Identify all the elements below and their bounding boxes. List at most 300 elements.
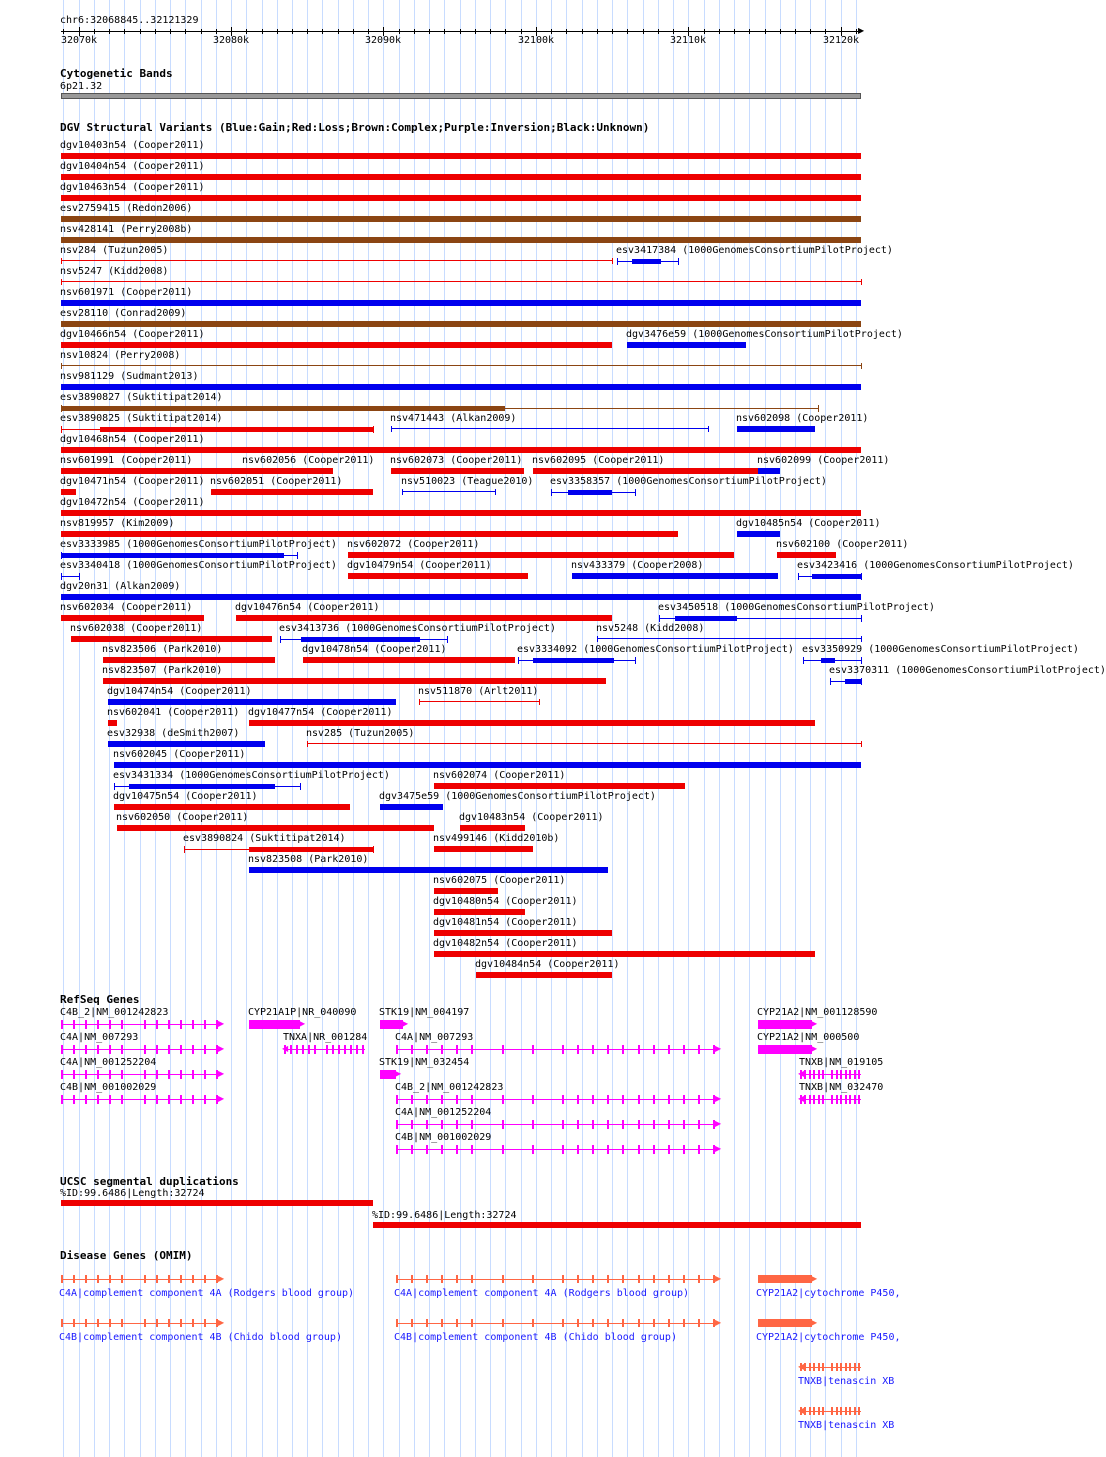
refseq-gene-exon (607, 1120, 609, 1129)
strand-arrow-icon: ▶ (218, 1069, 225, 1078)
refseq-gene-exon (192, 1045, 194, 1054)
strand-arrow-icon: ▶ (218, 1044, 225, 1053)
sv-feature-end (861, 363, 862, 369)
omim-gene-exon (653, 1319, 655, 1327)
refseq-gene-exon (840, 1070, 842, 1079)
refseq-gene-exon (156, 1020, 158, 1029)
omim-gene-label: C4A|complement component 4A (Rodgers blood group) (394, 1288, 690, 1299)
omim-gene-exon (61, 1319, 63, 1327)
ruler-tick (201, 29, 202, 34)
omim-gene-exon (471, 1319, 473, 1327)
sv-feature-end (861, 615, 862, 622)
refseq-gene-exon (109, 1020, 111, 1029)
sv-feature-bar (627, 342, 746, 348)
sv-feature-line (61, 576, 79, 577)
refseq-gene-exon (426, 1045, 428, 1054)
omim-gene-exon (854, 1363, 856, 1371)
sv-feature-label: esv2759415 (Redon2006) (60, 203, 193, 214)
refseq-gene-exon (296, 1045, 298, 1054)
sv-feature-bar (533, 468, 761, 474)
ruler-tick-label: 32120k (822, 35, 860, 46)
refseq-gene-exon (836, 1070, 838, 1079)
ruler-tick (521, 29, 522, 34)
refseq-gene-exon (607, 1145, 609, 1154)
sv-feature-block (61, 406, 505, 411)
sv-feature-line (419, 701, 539, 702)
refseq-gene-exon (638, 1145, 640, 1154)
refseq-gene-exon (456, 1045, 458, 1054)
sv-feature-bar (117, 825, 434, 831)
sv-feature-block (301, 637, 420, 642)
refseq-gene-exon (607, 1045, 609, 1054)
refseq-gene-exon (845, 1095, 847, 1104)
sv-feature-bar (108, 741, 265, 747)
sv-feature-label: nsv602045 (Cooper2011) (113, 749, 246, 760)
refseq-gene-exon (668, 1120, 670, 1129)
refseq-gene-exon (622, 1120, 624, 1129)
refseq-gene-exon (854, 1095, 856, 1104)
sv-feature-bar (61, 489, 76, 495)
omim-gene-exon (144, 1319, 146, 1327)
sv-feature-label: dgv3476e59 (1000GenomesConsortiumPilotProject) (626, 329, 903, 340)
sv-feature-line (391, 428, 708, 429)
refseq-gene-exon (168, 1045, 170, 1054)
refseq-gene-exon (290, 1045, 292, 1054)
sv-feature-bar (61, 594, 861, 600)
refseq-gene-exon (396, 1120, 398, 1129)
refseq-gene-exon (73, 1020, 75, 1029)
sv-feature-bar (303, 657, 515, 663)
sv-feature-label: dgv10404n54 (Cooper2011) (60, 161, 205, 172)
sv-feature-end (61, 363, 62, 369)
sv-feature-block (100, 427, 373, 432)
omim-gene-exon (804, 1407, 806, 1415)
omim-gene-exon (809, 1363, 811, 1371)
omim-gene-label: CYP21A2|cytochrome P450, (756, 1332, 901, 1343)
ruler-tick (444, 29, 445, 34)
sv-feature-bar (348, 573, 528, 579)
omim-gene-exon (831, 1407, 833, 1415)
refseq-gene-label: CYP21A2|NM_000500 (757, 1032, 860, 1043)
refseq-gene-exon (502, 1095, 504, 1104)
refseq-gene-exon (758, 1045, 812, 1054)
sv-feature-label: dgv10403n54 (Cooper2011) (60, 140, 205, 151)
sv-feature-label: nsv602041 (Cooper2011) (107, 707, 240, 718)
ruler-tick (597, 29, 598, 34)
refseq-gene-exon (698, 1145, 700, 1154)
sv-feature-block (632, 259, 661, 264)
ruler-tick (246, 29, 247, 34)
refseq-gene-exon (396, 1045, 398, 1054)
dgv-track-title[interactable]: DGV Structural Variants (Blue:Gain;Red:Loss;Brown:Complex;Purple:Inversion;Black:Unknown) (60, 121, 650, 134)
refseq-gene-exon (73, 1045, 75, 1054)
refseq-gene-label: TNXA|NR_001284 (283, 1032, 368, 1043)
omim-gene-exon (61, 1275, 63, 1283)
refseq-gene-exon (758, 1020, 812, 1029)
sv-feature-label: esv3370311 (1000GenomesConsortiumPilotProject) (829, 665, 1106, 676)
sv-feature-end (798, 573, 799, 580)
refseq-gene-exon (622, 1095, 624, 1104)
sv-feature-bar (391, 468, 524, 474)
sv-feature-bar (61, 321, 861, 327)
refseq-gene-exon (396, 1095, 398, 1104)
ruler-tick (140, 29, 141, 34)
sv-feature-end (612, 258, 613, 264)
ruler-tick (414, 29, 415, 34)
omim-gene-exon (562, 1275, 564, 1283)
ruler-tick (795, 29, 796, 34)
refseq-gene-exon (168, 1070, 170, 1079)
omim-gene-exon (813, 1363, 815, 1371)
ruler-tick (124, 29, 125, 34)
refseq-gene-exon (562, 1145, 564, 1154)
refseq-gene-exon (836, 1095, 838, 1104)
omim-gene-exon (502, 1319, 504, 1327)
sv-feature-bar (434, 951, 815, 957)
strand-arrow-icon: ◀ (798, 1069, 805, 1078)
refseq-gene-exon (831, 1095, 833, 1104)
refseq-gene-exon (156, 1070, 158, 1079)
sv-feature-label: dgv3475e59 (1000GenomesConsortiumPilotProject) (379, 791, 656, 802)
omim-gene-exon (698, 1275, 700, 1283)
refseq-gene-exon (471, 1095, 473, 1104)
sv-feature-block (675, 616, 737, 621)
sv-feature-end (114, 783, 115, 790)
refseq-gene-exon (204, 1045, 206, 1054)
refseq-gene-exon (61, 1070, 63, 1079)
omim-gene-exon (192, 1275, 194, 1283)
sv-feature-end (184, 846, 185, 853)
refseq-gene-exon (109, 1045, 111, 1054)
omim-gene-exon (109, 1275, 111, 1283)
sv-feature-end (830, 678, 831, 685)
sv-feature-label: nsv602095 (Cooper2011) (532, 455, 665, 466)
refseq-gene-exon (249, 1020, 300, 1029)
refseq-gene-exon (326, 1045, 328, 1054)
sv-feature-end (495, 489, 496, 495)
omim-gene-exon (73, 1319, 75, 1327)
ruler-arrow-icon: ▶ (858, 26, 865, 35)
sv-feature-label: nsv602098 (Cooper2011) (736, 413, 869, 424)
refseq-gene-exon (411, 1045, 413, 1054)
sv-feature-bar (211, 489, 373, 495)
ruler-tick (262, 29, 263, 34)
refseq-track-title[interactable]: RefSeq Genes (60, 993, 140, 1006)
refseq-gene-exon (822, 1095, 824, 1104)
refseq-gene-exon (180, 1045, 182, 1054)
ruler-tick (307, 29, 308, 34)
sv-feature-bar (434, 909, 525, 915)
sv-feature-end (539, 699, 540, 705)
sv-feature-bar (61, 174, 861, 180)
sv-feature-block (812, 574, 861, 579)
sv-feature-bar (61, 447, 861, 453)
refseq-gene-label: C4B_2|NM_001242823 (60, 1007, 169, 1018)
ruler-tick (627, 29, 628, 34)
ruler-tick (277, 29, 278, 34)
sv-feature-bar (737, 426, 815, 432)
refseq-gene-exon (396, 1145, 398, 1154)
refseq-gene-exon (818, 1095, 820, 1104)
sv-feature-bar (114, 762, 861, 768)
sv-feature-label: dgv10472n54 (Cooper2011) (60, 497, 205, 508)
omim-gene-label: TNXB|tenascin XB (798, 1376, 895, 1387)
omim-gene-exon (121, 1319, 123, 1327)
refseq-gene-label: C4B|NM_001002029 (395, 1132, 492, 1143)
refseq-gene-exon (456, 1095, 458, 1104)
refseq-gene-label: TNXB|NM_019105 (799, 1057, 884, 1068)
refseq-gene-exon (804, 1095, 806, 1104)
sv-feature-label: esv3340418 (1000GenomesConsortiumPilotProject) (60, 560, 337, 571)
omim-gene-exon (845, 1363, 847, 1371)
sv-feature-bar (108, 720, 117, 726)
ruler-tick-label: 32100k (517, 35, 555, 46)
refseq-gene-exon (607, 1095, 609, 1104)
omim-gene-label: C4A|complement component 4A (Rodgers blood group) (59, 1288, 355, 1299)
sv-feature-end (597, 636, 598, 642)
sv-feature-end (61, 258, 62, 264)
segdup-label: %ID:99.6486|Length:32724 (372, 1210, 517, 1221)
refseq-gene-exon (97, 1095, 99, 1104)
omim-gene-exon (562, 1319, 564, 1327)
sv-feature-end (419, 699, 420, 705)
refseq-gene-label: STK19|NM_032454 (379, 1057, 470, 1068)
sv-feature-end (861, 636, 862, 642)
omim-gene-exon (858, 1407, 860, 1415)
cytoband-bar[interactable] (61, 93, 861, 99)
omim-gene-exon (822, 1363, 824, 1371)
sv-feature-label: esv3890827 (Suktitipat2014) (60, 392, 223, 403)
strand-arrow-icon: ◀ (798, 1094, 805, 1103)
omim-gene-exon (532, 1319, 534, 1327)
refseq-gene-exon (818, 1070, 820, 1079)
sv-feature-end (635, 489, 636, 496)
refseq-gene-exon (85, 1070, 87, 1079)
sv-feature-end (803, 657, 804, 664)
strand-arrow-icon: ▶ (715, 1144, 722, 1153)
sv-feature-label: dgv10474n54 (Cooper2011) (107, 686, 252, 697)
sv-feature-block (821, 658, 835, 663)
refseq-gene-exon (314, 1045, 316, 1054)
strand-arrow-icon: ▶ (811, 1044, 818, 1053)
sv-feature-label: esv3431334 (1000GenomesConsortiumPilotProject) (113, 770, 390, 781)
sv-feature-label: nsv602073 (Cooper2011) (390, 455, 523, 466)
sv-feature-label: nsv602072 (Cooper2011) (347, 539, 480, 550)
strand-arrow-icon: ▶ (811, 1318, 818, 1327)
sv-feature-label: nsv5247 (Kidd2008) (60, 266, 169, 277)
refseq-gene-exon (577, 1145, 579, 1154)
cytoband-track-title[interactable]: Cytogenetic Bands (60, 67, 173, 80)
strand-arrow-icon: ▶ (218, 1019, 225, 1028)
refseq-gene-exon (562, 1095, 564, 1104)
omim-gene-exon (97, 1319, 99, 1327)
sv-feature-end (708, 426, 709, 432)
refseq-gene-exon (683, 1045, 685, 1054)
omim-gene-exon (168, 1275, 170, 1283)
sv-feature-label: dgv20n31 (Alkan2009) (60, 581, 181, 592)
sv-feature-bar (61, 615, 204, 621)
omim-gene-exon (804, 1363, 806, 1371)
sv-feature-label: dgv10479n54 (Cooper2011) (347, 560, 492, 571)
refseq-gene-exon (204, 1020, 206, 1029)
refseq-gene-exon (441, 1095, 443, 1104)
ruler-tick-label: 32080k (212, 35, 250, 46)
ruler-tick (490, 29, 491, 34)
refseq-gene-exon (809, 1070, 811, 1079)
refseq-gene-exon (854, 1070, 856, 1079)
refseq-gene-exon (471, 1145, 473, 1154)
refseq-gene-exon (562, 1120, 564, 1129)
omim-gene-exon (836, 1407, 838, 1415)
sv-feature-end (659, 615, 660, 622)
refseq-gene-exon (61, 1095, 63, 1104)
refseq-gene-exon (849, 1095, 851, 1104)
omim-gene-exon (411, 1319, 413, 1327)
omim-gene-label: TNXB|tenascin XB (798, 1420, 895, 1431)
sv-feature-bar (61, 216, 861, 222)
refseq-gene-label: C4A|NM_007293 (395, 1032, 474, 1043)
sv-feature-end (280, 636, 281, 643)
refseq-gene-exon (350, 1045, 352, 1054)
omim-gene-exon (456, 1319, 458, 1327)
sv-feature-label: nsv511870 (Arlt2011) (418, 686, 539, 697)
sv-feature-line (61, 365, 861, 366)
sv-feature-end (297, 552, 298, 559)
strand-arrow-icon: ▶ (218, 1274, 225, 1283)
sv-feature-label: esv3417384 (1000GenomesConsortiumPilotProject) (616, 245, 893, 256)
strand-arrow-icon: ▶ (218, 1318, 225, 1327)
sv-feature-bar (777, 552, 836, 558)
refseq-gene-exon (411, 1145, 413, 1154)
sv-feature-bar (61, 384, 861, 390)
omim-gene-exon (592, 1319, 594, 1327)
refseq-gene-exon (698, 1095, 700, 1104)
sv-feature-bar (434, 846, 533, 852)
ruler-tick (399, 29, 400, 34)
refseq-gene-exon (622, 1045, 624, 1054)
segdup-label: %ID:99.6486|Length:32724 (60, 1188, 205, 1199)
ruler-tick (216, 29, 217, 34)
refseq-gene-exon (441, 1120, 443, 1129)
omim-gene-exon (854, 1407, 856, 1415)
omim-gene-exon (411, 1275, 413, 1283)
sv-feature-label: nsv602100 (Cooper2011) (776, 539, 909, 550)
ruler-tick (856, 29, 857, 34)
segdup-track-title[interactable]: UCSC segmental duplications (60, 1175, 239, 1188)
ruler-tick-label: 32090k (364, 35, 402, 46)
sv-feature-label: esv3890824 (Suktitipat2014) (183, 833, 346, 844)
omim-gene-label: CYP21A2|cytochrome P450, (756, 1288, 901, 1299)
sv-feature-label: dgv10480n54 (Cooper2011) (433, 896, 578, 907)
omim-gene-exon (818, 1363, 820, 1371)
sv-feature-label: dgv10476n54 (Cooper2011) (235, 602, 380, 613)
refseq-gene-label: CYP21A1P|NR_040090 (248, 1007, 357, 1018)
refseq-gene-exon (344, 1045, 346, 1054)
omim-gene-exon (638, 1319, 640, 1327)
refseq-gene-exon (73, 1070, 75, 1079)
ruler-tick (475, 29, 476, 34)
omim-gene-exon (758, 1275, 812, 1283)
refseq-gene-exon (502, 1120, 504, 1129)
strand-arrow-icon: ▶ (402, 1019, 409, 1028)
refseq-gene-exon (653, 1120, 655, 1129)
sv-feature-label: dgv10485n54 (Cooper2011) (736, 518, 881, 529)
ruler-tick (338, 29, 339, 34)
refseq-gene-exon (426, 1145, 428, 1154)
sv-feature-bar (114, 804, 350, 810)
sv-feature-label: nsv510023 (Teague2010) (401, 476, 534, 487)
refseq-gene-exon (180, 1020, 182, 1029)
omim-gene-exon (85, 1319, 87, 1327)
omim-gene-exon (192, 1319, 194, 1327)
sv-feature-end (861, 678, 862, 685)
sv-feature-label: dgv10482n54 (Cooper2011) (433, 938, 578, 949)
refseq-gene-label: C4A|NM_001252204 (60, 1057, 157, 1068)
sv-feature-bar (61, 510, 861, 516)
sv-feature-label: nsv601971 (Cooper2011) (60, 287, 193, 298)
ruler-tick (429, 29, 430, 34)
refseq-gene-exon (73, 1095, 75, 1104)
sv-feature-block (249, 847, 373, 852)
refseq-gene-exon (426, 1095, 428, 1104)
omim-track-title[interactable]: Disease Genes (OMIM) (60, 1249, 193, 1262)
sv-feature-label: nsv602056 (Cooper2011) (242, 455, 375, 466)
sv-feature-label: nsv10824 (Perry2008) (60, 350, 181, 361)
sv-feature-label: nsv819957 (Kim2009) (60, 518, 175, 529)
refseq-gene-exon (653, 1045, 655, 1054)
refseq-gene-exon (653, 1095, 655, 1104)
strand-arrow-icon: ▶ (811, 1274, 818, 1283)
refseq-gene-exon (168, 1020, 170, 1029)
ruler-tick (825, 29, 826, 34)
refseq-gene-exon (532, 1120, 534, 1129)
sv-feature-label: nsv823508 (Park2010) (248, 854, 369, 865)
strand-arrow-icon: ◀ (282, 1044, 289, 1053)
refseq-gene-exon (180, 1070, 182, 1079)
omim-gene-exon (836, 1363, 838, 1371)
sv-feature-bar (243, 468, 333, 474)
omim-gene-exon (849, 1407, 851, 1415)
omim-gene-exon (758, 1319, 812, 1327)
sv-feature-label: nsv471443 (Alkan2009) (390, 413, 517, 424)
sv-feature-bar (476, 972, 612, 978)
sv-feature-label: nsv602051 (Cooper2011) (210, 476, 343, 487)
sv-feature-bar (61, 195, 861, 201)
refseq-gene-exon (144, 1095, 146, 1104)
segdup-bar (61, 1200, 373, 1206)
omim-gene-exon (668, 1319, 670, 1327)
refseq-gene-exon (426, 1120, 428, 1129)
strand-arrow-icon: ▶ (715, 1318, 722, 1327)
sv-feature-label: nsv285 (Tuzun2005) (306, 728, 415, 739)
sv-feature-bar (103, 657, 275, 663)
omim-gene-exon (683, 1319, 685, 1327)
sv-feature-bar (434, 930, 612, 936)
ruler-tick (643, 29, 644, 34)
refseq-gene-exon (849, 1070, 851, 1079)
refseq-gene-exon (356, 1045, 358, 1054)
sv-feature-line (61, 260, 612, 261)
refseq-gene-exon (156, 1095, 158, 1104)
sv-feature-end (861, 279, 862, 285)
refseq-gene-exon (668, 1095, 670, 1104)
sv-feature-end (518, 657, 519, 664)
refseq-gene-exon (441, 1145, 443, 1154)
sv-feature-line (402, 491, 495, 492)
strand-arrow-icon: ▶ (218, 1094, 225, 1103)
refseq-gene-exon (121, 1070, 123, 1079)
sv-feature-label: esv32938 (deSmith2007) (107, 728, 240, 739)
